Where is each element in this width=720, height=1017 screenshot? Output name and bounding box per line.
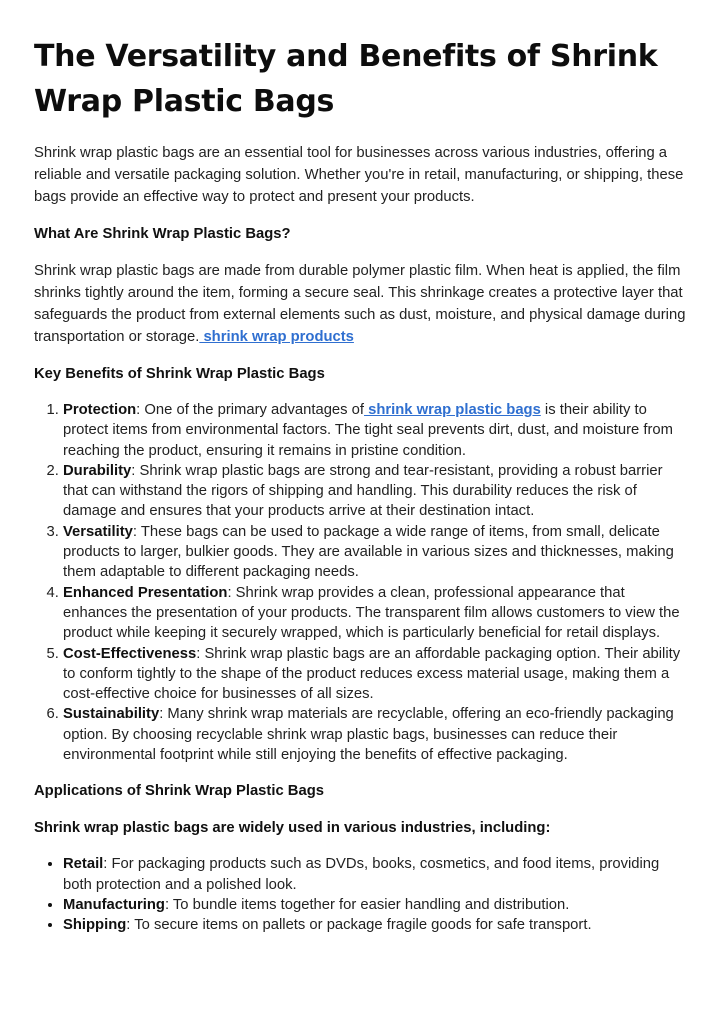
section-heading-applications: Applications of Shrink Wrap Plastic Bags: [34, 783, 324, 800]
application-text: : To bundle items together for easier handling and distribution.: [164, 896, 570, 913]
benefit-term: Durability: [63, 462, 132, 479]
list-item: [63, 400, 686, 461]
shrink-wrap-products-link[interactable]: shrink wrap products: [199, 329, 354, 345]
benefits-list: [34, 400, 686, 765]
benefit-text: : Shrink wrap plastic bags are an affordable packaging option. Their ability to conform tightly to the shape of the product reduces excess material usage, making them a cost-effective choice for businesses of all sizes.: [63, 645, 681, 703]
benefit-term: Enhanced Presentation: [63, 584, 228, 601]
list-item: [63, 895, 686, 915]
application-term: Manufacturing: [63, 896, 165, 913]
intro-paragraph: Shrink wrap plastic bags are an essential tool for businesses across various industries, offering a reliable and versatile packaging solution. Whether you're in retail, manufacturing, or shipping, these bags provide an effective way to protect and present your products.: [34, 145, 684, 205]
definition-paragraph: [34, 260, 686, 348]
benefit-text: is their ability to protect items from environmental factors. The tight seal prevents dirt, dust, and moisture from reaching the product, ensuring it remains in pristine condition.: [63, 402, 673, 459]
list-item: [63, 522, 686, 583]
section-heading-what-are: What Are Shrink Wrap Plastic Bags?: [34, 226, 291, 242]
list-item: [63, 854, 686, 895]
benefit-text: : Shrink wrap plastic bags are strong and tear-resistant, providing a robust barrier that can withstand the rigors of shipping and handling. This durability reduces the risk of damage and ensures that your products arrive at their destination intact.: [63, 462, 663, 520]
list-item: [63, 583, 686, 644]
benefit-term: Sustainability: [63, 706, 160, 723]
application-term: Retail: [63, 856, 104, 873]
benefit-text: : Many shrink wrap materials are recyclable, offering an eco-friendly packaging option. By choosing recyclable shrink wrap plastic bags, businesses can reduce their environmental footprint while still enjoying the benefits of effective packaging.: [63, 706, 674, 764]
application-text: : To secure items on pallets or package fragile goods for safe transport.: [126, 917, 592, 934]
shrink-wrap-plastic-bags-link[interactable]: shrink wrap plastic bags: [364, 402, 541, 418]
benefit-text: : Shrink wrap provides a clean, professional appearance that enhances the presentation of your products. The transparent film allows customers to view the product while keeping it securely wrapped, which is particularly beneficial for retail displays.: [63, 584, 680, 642]
applications-list: [34, 854, 686, 935]
definition-text: Shrink wrap plastic bags are made from durable polymer plastic film. When heat is applied, the film shrinks tightly around the item, forming a secure seal. This shrinkage creates a protective layer that safeguards the product from external elements such as dust, moisture, and physical damage during transportation or storage.: [34, 263, 686, 345]
list-item: [63, 915, 686, 935]
application-term: Shipping: [63, 917, 127, 934]
section-heading-key-benefits: Key Benefits of Shrink Wrap Plastic Bags: [34, 366, 325, 382]
applications-subheading: Shrink wrap plastic bags are widely used in various industries, including:: [34, 820, 551, 837]
list-item: [63, 461, 686, 522]
benefit-term: Versatility: [63, 523, 133, 540]
benefit-term: Protection: [63, 402, 137, 418]
benefit-text: : These bags can be used to package a wide range of items, from small, delicate products to larger, bulkier goods. They are available in various sizes and thicknesses, making them adaptable to different packaging needs.: [63, 523, 674, 581]
list-item: [63, 704, 686, 765]
benefit-term: Cost-Effectiveness: [63, 645, 197, 662]
list-item: [63, 644, 686, 705]
application-text: : For packaging products such as DVDs, books, cosmetics, and food items, providing both protection and a polished look.: [63, 856, 660, 893]
benefit-text: : One of the primary advantages of: [136, 402, 365, 418]
page-title: The Versatility and Benefits of Shrink Wrap Plastic Bags: [34, 39, 658, 119]
